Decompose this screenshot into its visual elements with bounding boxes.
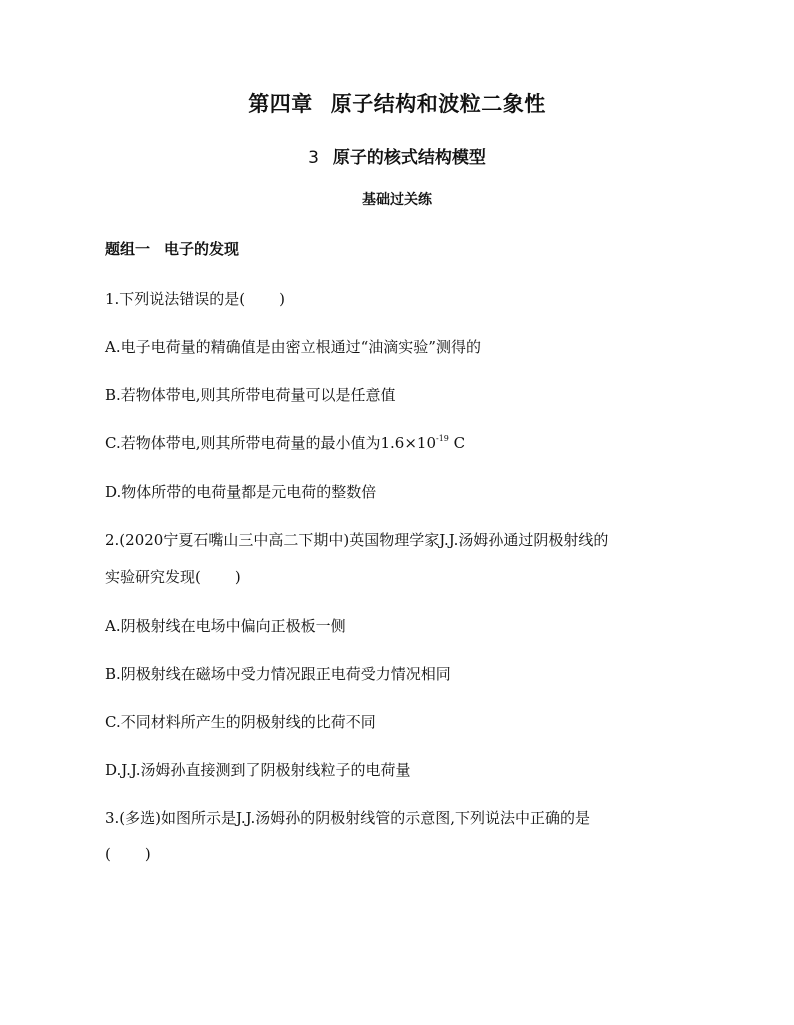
group-title: 电子的发现	[164, 240, 240, 258]
q1-stem	[105, 288, 285, 309]
q2-stem-line2	[105, 566, 241, 587]
chapter-number: 第四章	[248, 92, 313, 116]
chapter-heading	[0, 88, 794, 118]
q3-stem-line2	[105, 845, 151, 863]
q1-option-d: D.物体所带的电荷量都是元电荷的整数倍	[105, 483, 377, 501]
q1-paren-close: )	[279, 290, 286, 308]
q2-stem-text: 实验研究发现(	[105, 568, 201, 586]
q1-option-c-exponent: -19	[436, 434, 449, 443]
section-heading	[0, 143, 794, 168]
q2-option-a: A.阴极射线在电场中偏向正极板一侧	[105, 617, 346, 635]
q3-paren-close: )	[144, 845, 151, 863]
q1-stem-text: 1.下列说法错误的是(	[105, 290, 246, 308]
q1-option-c-text: C.若物体带电,则其所带电荷量的最小值为1.6×10	[105, 434, 436, 452]
q1-option-b: B.若物体带电,则其所带电荷量可以是任意值	[105, 386, 396, 404]
chapter-title: 原子结构和波粒二象性	[330, 92, 546, 116]
group-heading	[105, 238, 239, 259]
q2-option-c: C.不同材料所产生的阴极射线的比荷不同	[105, 713, 376, 731]
section-title: 原子的核式结构模型	[332, 148, 486, 168]
q2-stem-line1: 2.(2020宁夏石嘴山三中高二下期中)英国物理学家J.J.汤姆孙通过阴极射线的	[105, 531, 609, 549]
q2-paren-close: )	[234, 568, 241, 586]
q1-option-c-unit: C	[448, 434, 466, 452]
q3-stem-line1: 3.(多选)如图所示是J.J.汤姆孙的阴极射线管的示意图,下列说法中正确的是	[105, 809, 591, 827]
group-label: 题组一	[105, 240, 151, 258]
q2-option-b: B.阴极射线在磁场中受力情况跟正电荷受力情况相同	[105, 665, 451, 683]
subtitle: 基础过关练	[362, 192, 432, 208]
q1-option-a: A.电子电荷量的精确值是由密立根通过“油滴实验”测得的	[105, 338, 481, 356]
q1-option-c	[105, 432, 465, 453]
q2-option-d: D.J.J.汤姆孙直接测到了阴极射线粒子的电荷量	[105, 761, 411, 779]
q3-paren-open: (	[105, 845, 111, 863]
section-number: 3	[308, 148, 319, 168]
